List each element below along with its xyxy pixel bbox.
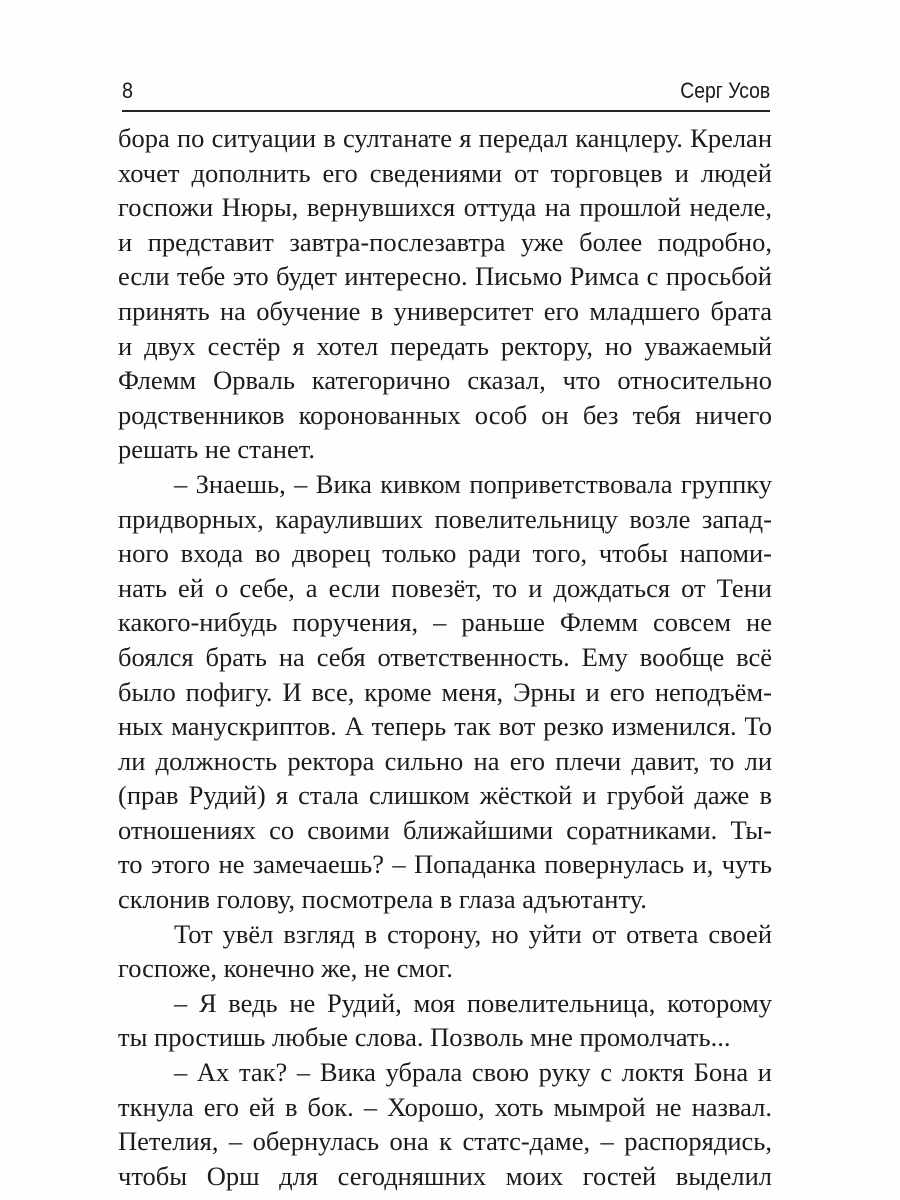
text-line: боялся брать на себя ответственность. Ему вообще всё <box>118 641 772 672</box>
text-line: и двух сестёр я хотел передать ректору, но уважаемый <box>118 330 772 361</box>
text-line: госпоже, конечно же, не смог. <box>118 953 453 984</box>
text-line: хочет дополнить его сведениями от торговцев и людей <box>118 157 772 188</box>
running-head-author: Серг Усов <box>680 78 770 103</box>
text-line: (прав Рудий) я стала слишком жёсткой и грубой даже в <box>118 780 772 811</box>
text-line: какого-нибудь поручения, – раньше Флемм совсем не <box>118 607 772 638</box>
text-line: – Я ведь не Рудий, моя повелительница, которому <box>174 987 772 1018</box>
text-line: бора по ситуации в султанате я передал канцлеру. Крелан <box>118 123 772 153</box>
page-header <box>122 78 770 108</box>
text-line: Тот увёл взгляд в сторону, но уйти от ответа своей <box>174 918 772 949</box>
text-line: ного входа во дворец только ради того, чтобы напоми- <box>118 538 772 569</box>
text-line: ткнула его ей в бок. – Хорошо, хоть мымрой не назвал. <box>118 1091 772 1122</box>
text-line: ли должность ректора сильно на его плечи давит, то ли <box>118 745 772 776</box>
text-line: если тебе это будет интересно. Письмо Римса с просьбой <box>118 261 772 292</box>
text-line: ты простишь любые слова. Позволь мне промолчать... <box>118 1022 731 1053</box>
text-line: принять на обучение в университет его младшего брата <box>118 295 772 326</box>
text-line: ных манускриптов. А теперь так вот резко изменился. То <box>118 711 772 742</box>
body-text <box>118 121 772 1193</box>
text-line: решать не станет. <box>118 434 315 465</box>
text-line: нать ей о себе, а если повезёт, то и дождаться от Тени <box>118 572 772 603</box>
text-line: то этого не замечаешь? – Попаданка повернулась и, чуть <box>118 849 772 880</box>
text-line: и представит завтра-послезавтра уже более подробно, <box>118 226 772 257</box>
page-number: 8 <box>122 78 134 103</box>
text-line: – Знаешь, – Вика кивком поприветствовала группку <box>174 468 772 499</box>
text-line: склонив голову, посмотрела в глаза адъютанту. <box>118 884 647 915</box>
text-line: отношениях со своими ближайшими соратниками. Ты- <box>118 814 772 845</box>
text-line: придворных, карауливших повелительницу возле запад- <box>118 503 772 534</box>
text-line: госпожи Нюры, вернувшихся оттуда на прошлой неделе, <box>118 192 772 223</box>
text-line: родственников коронованных особ он без тебя ничего <box>118 399 772 430</box>
text-line: Петелия, – обернулась она к статс-даме, – распорядись, <box>118 1126 772 1157</box>
text-line: – Ах так? – Вика убрала свою руку с локтя Бона и <box>174 1057 772 1088</box>
text-line: Флемм Орваль категорично сказал, что относительно <box>118 365 772 396</box>
header-rule <box>122 110 770 112</box>
text-line: было пофигу. И все, кроме меня, Эрны и его неподъём- <box>118 676 772 707</box>
text-line: чтобы Орш для сегодняшних моих гостей выделил <box>118 1160 772 1191</box>
